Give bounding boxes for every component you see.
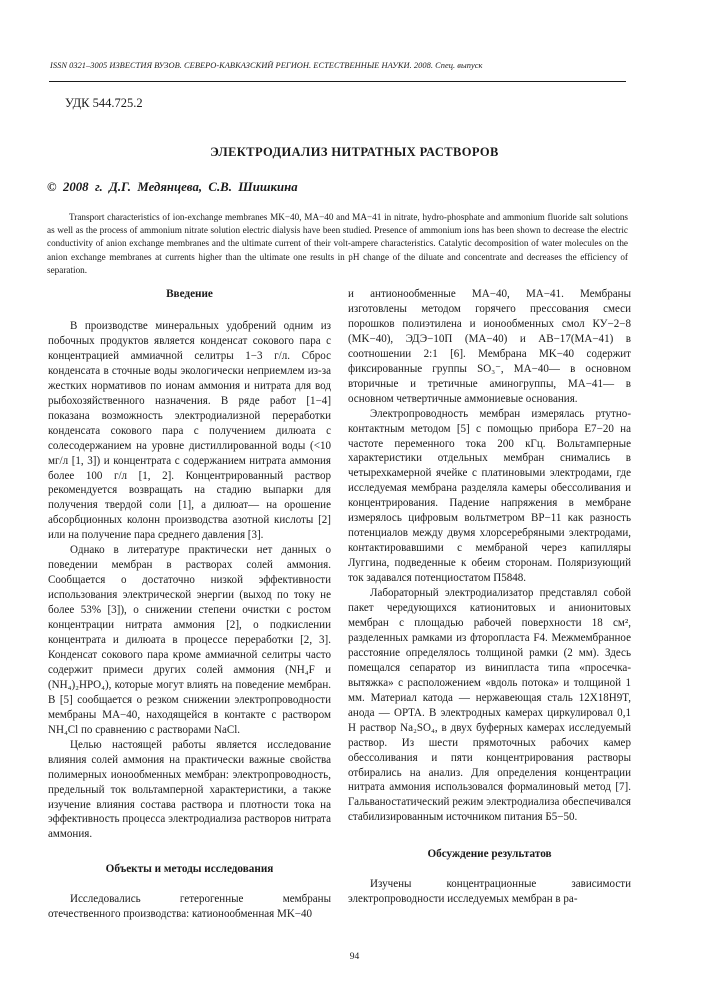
section-heading-objects-methods: Объекты и методы исследования — [105, 863, 274, 876]
paragraph: В производстве минеральных удобрений одним из побочных продуктов является конденсат сокового пара с концентрацией аммиачной селитры 1−3 г/л. Сброс конденсата в сточные воды экологически неприемлем из-за жестких нормативов по ионам аммония и нитрата для вод рыбохозяйственного назначения. В ряде работ [1−4] показана возможность электродиализной переработки конденсата сокового пара с получением дилюата с солесодержанием на уровне дистиллированной воды (<10 мг/л [1, 3]) и концентрата с содержанием нитрата аммония более 100 г/л [1, 2]. Концентрированный раствор рекомендуется возвращать на стадию выпарки для получения твердой соли [1], а дилюат— на орошение абсорбционных колонн производства азотной кислоты [2] или на получение пара среднего давления [3]. — [48, 320, 331, 542]
paragraph: Исследовались гетерогенные мембраны отечественного производства: катионообменная MK−40 — [48, 893, 331, 921]
article-title: ЭЛЕКТРОДИАЛИЗ НИТРАТНЫХ РАСТВОРОВ — [210, 145, 499, 159]
running-header: ISSN 0321–3005 ИЗВЕСТИЯ ВУЗОВ. СЕВЕРО-КАВКАЗСКИЙ РЕГИОН. ЕСТЕСТВЕННЫЕ НАУКИ. 2008. Спец. выпуск — [50, 61, 483, 70]
page-number: 94 — [349, 952, 360, 962]
udk-code: УДК 544.725.2 — [65, 96, 143, 110]
article-authors: © 2008 г. Д.Г. Медянцева, С.В. Шишкина — [47, 180, 298, 194]
header-rule — [49, 81, 626, 82]
paragraph: и антионообменные MA−40, MA−41. Мембраны изготовлены методом горячего прессования смеси порошков полиэтилена и ионообменных смол КУ−2−8 (MK−40), ЭДЭ−10П (MA−40) и AB−17(MA−41) в соотношении 2:1 [6]. Мембрана MK−40 содержит фиксированные группы SO₃⁻, MA−40— в основном вторичные и третичные аминогруппы, MA−41— в основном четвертичные аммониевые основания. — [348, 288, 631, 405]
abstract-text: Transport characteristics of ion-exchange membranes MK−40, MA−40 and MA−41 in nitrate, hydro-phosphate and ammonium fluoride salt solutions as well as the process of ammonium nitrate solution electric dialysis have been studied. Presence of ammonium ions has been shown to decrease the electric conductivity of anion exchange membranes and the ultimate current of their volt-ampere characteristics. Catalytic decomposition of water molecules on the anion exchange membranes at currents higher than the ultimate one results in pH change of the diluate and concentrate and decreases the efficiency of separation. — [47, 212, 628, 275]
paragraph: Электропроводность мембран измерялась ртутно-контактным методом [5] с помощью прибора E7−20 на частоте переменного тока 200 кГц. Вольтамперные характеристики отдельных мембран снимались в четырехкамерной ячейке с платиновыми электродами, где исследуемая мембрана разделяла камеры обессоливания и концентрирования. Падение напряжения в мембране измерялось цифровым вольтметром BP−11 как разность потенциалов между двумя хлорсеребряными электродами, контактировавшими с мембраной через капилляры Луггина, подведенные к обеим сторонам. Поляризующий ток задавался потенциостатом П5848. — [348, 407, 631, 585]
right-column — [348, 287, 631, 907]
left-column — [48, 287, 331, 922]
section-heading-results: Обсуждение результатов — [427, 848, 552, 861]
paragraph: Лабораторный электродиализатор представлял собой пакет чередующихся катионитовых и анионитовых мембран с площадью рабочей поверхности 18 см², разделенных рамками из фторопласта F4. Межмембранное расстояние определялось толщиной рамки (2 мм). Здесь помещался сепаратор из винипласта типа «просечка-вытяжка» с расположением «вдоль потока» и толщиной 1 мм. Материал катода — нержавеющая сталь 12X18H9T, анода — OPTA. В электродных камерах циркулировал 0,1 Н раствор Na₂SO₄, в двух буферных камерах исследуемый раствор. Из шести прямоточных рабочих камер обессоливания и пяти концентрирования растворы отбирались на анализ. Для определения концентрации нитрата аммония использовался формалиновый метод [7]. Гальваностатический режим электродиализа обеспечивался стабилизированным источником питания Б5−50. — [348, 587, 631, 824]
paragraph: Однако в литературе практически нет данных о поведении мембран в растворах солей аммония. Сообщается о достаточно низкой эффективности использования электрической энергии (выход по току не более 53% [3]), о снижении степени очистки с ростом концентрации нитрата аммония [2], о подкислении концентрата и дилюата в процессе переработки [2, 3]. Конденсат сокового пара кроме аммиачной селитры часто содержит примеси других солей аммония (NH₄F и (NH₄)₂HPO₄), которые могут влиять на поведение мембран. В [5] сообщается о резком снижении электропроводности мембраны MA−40, находящейся в контакте с раствором NH₄Cl по сравнению с растворами NaCl. — [48, 544, 331, 736]
abstract — [47, 211, 628, 277]
section-heading-introduction: Введение — [166, 288, 213, 300]
paragraph: Изучены концентрационные зависимости электропроводности исследуемых мембран в ра- — [348, 878, 631, 906]
paragraph: Целью настоящей работы является исследование влияния солей аммония на практически важные свойства полимерных ионообменных мембран: электропроводность, предельный ток вольтамперной характеристики, а также изучение влияния состава раствора и плотности тока на эффективность процесса электродиализа растворов нитрата аммония. — [48, 738, 331, 841]
